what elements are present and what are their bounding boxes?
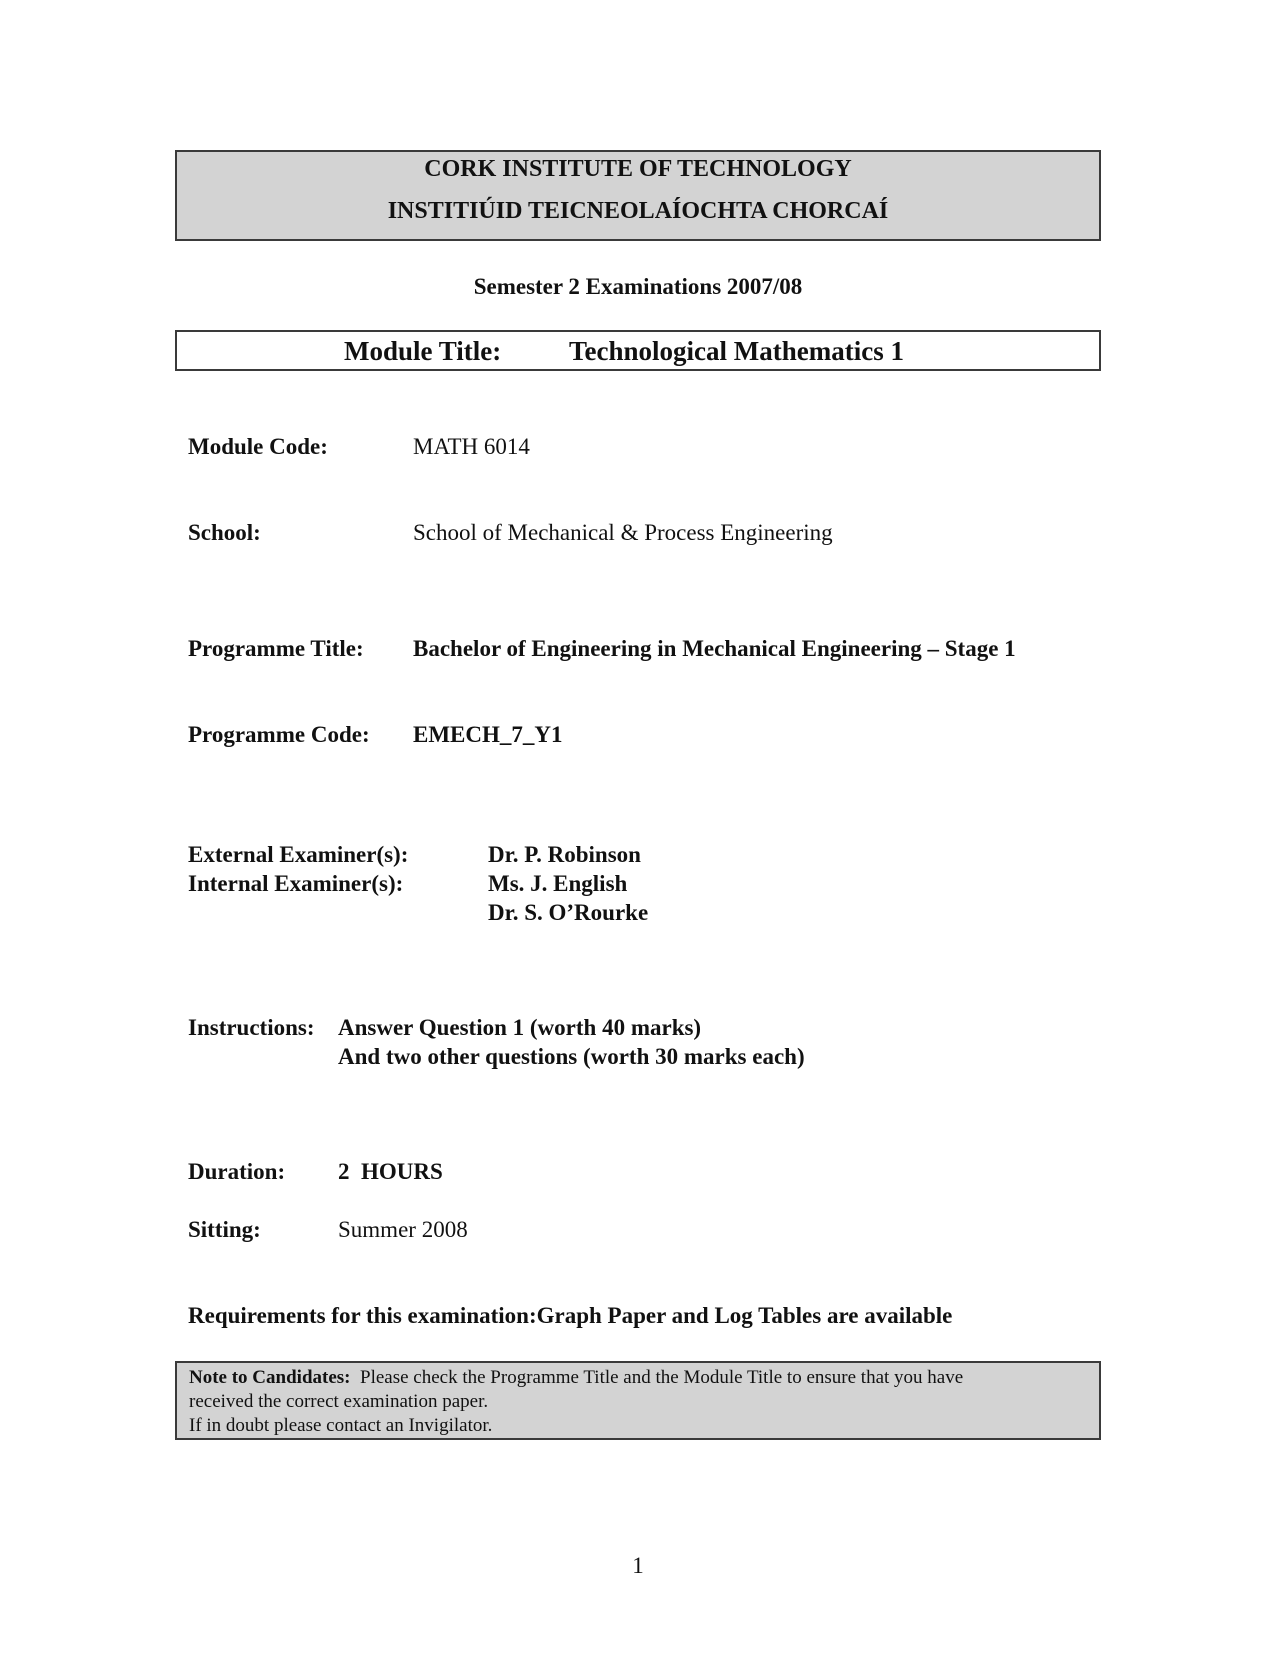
programme-code-value: EMECH_7_Y1 xyxy=(413,722,563,747)
requirements-label: Requirements for this examination: xyxy=(188,1303,537,1328)
instruction-line: And two other questions (worth 30 marks each) xyxy=(338,1044,805,1069)
module-title-value: Technological Mathematics 1 xyxy=(569,336,904,366)
module-title-box xyxy=(175,330,1101,371)
institute-header xyxy=(175,150,1101,241)
programme-title-value: Bachelor of Engineering in Mechanical Engineering – Stage 1 xyxy=(413,636,1016,661)
duration-label: Duration: xyxy=(188,1159,286,1184)
requirements-value: Graph Paper and Log Tables are available xyxy=(536,1303,953,1328)
module-code-label: Module Code: xyxy=(188,434,328,459)
note-to-candidates xyxy=(175,1361,1101,1440)
exam-session: Semester 2 Examinations 2007/08 xyxy=(473,274,803,299)
programme-code-label: Programme Code: xyxy=(188,722,370,747)
internal-examiner-label: Internal Examiner(s): xyxy=(188,871,404,896)
examiner-name: Dr. S. O’Rourke xyxy=(488,900,649,925)
instruction-line: Answer Question 1 (worth 40 marks) xyxy=(338,1015,702,1040)
note-line-3: If in doubt please contact an Invigilator. xyxy=(189,1415,493,1436)
institute-name-irish: INSTITIÚID TEICNEOLAÍOCHTA CHORCAÍ xyxy=(387,198,889,224)
examiner-name: Dr. P. Robinson xyxy=(488,842,641,867)
note-line-1: Please check the Programme Title and the Module Title to ensure that you have xyxy=(360,1367,964,1388)
module-code-value: MATH 6014 xyxy=(413,434,530,459)
examiner-name: Ms. J. English xyxy=(488,871,628,896)
institute-name-english: CORK INSTITUTE OF TECHNOLOGY xyxy=(424,156,852,182)
school-label: School: xyxy=(188,520,261,545)
duration-value: 2 HOURS xyxy=(338,1159,443,1184)
module-title-label: Module Title: xyxy=(344,336,502,366)
instructions-label: Instructions: xyxy=(188,1015,315,1040)
sitting-label: Sitting: xyxy=(188,1217,261,1242)
page-number: 1 xyxy=(632,1553,644,1578)
requirements-line xyxy=(188,1303,952,1329)
sitting-value: Summer 2008 xyxy=(338,1217,468,1242)
programme-title-label: Programme Title: xyxy=(188,636,364,661)
external-examiner-label: External Examiner(s): xyxy=(188,842,409,867)
school-value: School of Mechanical & Process Engineering xyxy=(413,520,833,545)
note-line-2: received the correct examination paper. xyxy=(189,1391,489,1412)
note-label: Note to Candidates: xyxy=(189,1367,351,1388)
